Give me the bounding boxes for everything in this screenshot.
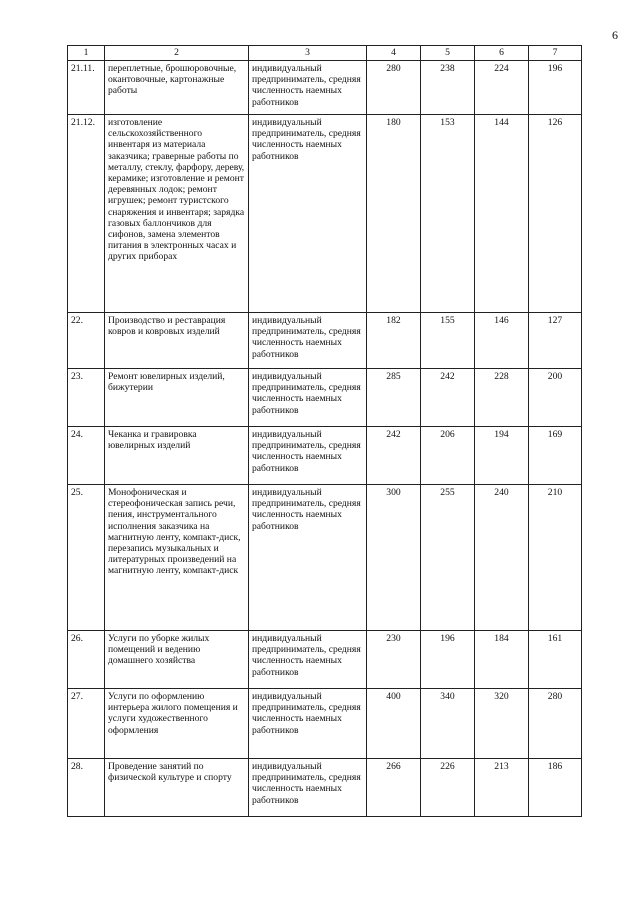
table-row <box>68 427 582 485</box>
table-row <box>68 631 582 689</box>
value-cell: 228 <box>475 369 529 427</box>
row-number: 21.11. <box>68 61 105 115</box>
row-number: 24. <box>68 427 105 485</box>
value-cell: 144 <box>475 115 529 313</box>
service-name: изготовление сельскохозяйственного инвентаря из материала заказчика; граверные работы по металлу, стеклу, фарфору, дереву, керамике; изготовление и ремонт деревянных лодок; ремонт игрушек; ремонт туристского снаряжения и инвентаря; зарядка газовых баллончиков для сифонов, замена элементов питания в электронных часах и других приборах <box>105 115 249 313</box>
value-cell: 224 <box>475 61 529 115</box>
value-cell: 210 <box>529 485 582 631</box>
taxpayer-category: индивидуальный предприниматель, средняя численность наемных работников <box>249 369 367 427</box>
header-row <box>68 46 582 61</box>
column-header: 4 <box>367 46 421 61</box>
table-row <box>68 115 582 313</box>
service-name: Чеканка и гравировка ювелирных изделий <box>105 427 249 485</box>
rates-table <box>67 45 582 817</box>
value-cell: 230 <box>367 631 421 689</box>
value-cell: 196 <box>529 61 582 115</box>
column-header: 1 <box>68 46 105 61</box>
value-cell: 242 <box>367 427 421 485</box>
service-name: Ремонт ювелирных изделий, бижутерии <box>105 369 249 427</box>
column-header: 2 <box>105 46 249 61</box>
row-number: 26. <box>68 631 105 689</box>
value-cell: 194 <box>475 427 529 485</box>
value-cell: 182 <box>367 313 421 369</box>
value-cell: 200 <box>529 369 582 427</box>
value-cell: 340 <box>421 689 475 759</box>
taxpayer-category: индивидуальный предприниматель, средняя численность наемных работников <box>249 427 367 485</box>
column-header: 3 <box>249 46 367 61</box>
value-cell: 146 <box>475 313 529 369</box>
value-cell: 226 <box>421 759 475 817</box>
value-cell: 169 <box>529 427 582 485</box>
value-cell: 126 <box>529 115 582 313</box>
value-cell: 266 <box>367 759 421 817</box>
row-number: 27. <box>68 689 105 759</box>
taxpayer-category: индивидуальный предприниматель, средняя численность наемных работников <box>249 115 367 313</box>
service-name: переплетные, брошюровочные, окантовочные, картонажные работы <box>105 61 249 115</box>
page-number: 6 <box>612 28 618 42</box>
value-cell: 184 <box>475 631 529 689</box>
column-header: 7 <box>529 46 582 61</box>
table-row <box>68 689 582 759</box>
value-cell: 242 <box>421 369 475 427</box>
value-cell: 240 <box>475 485 529 631</box>
table-row <box>68 759 582 817</box>
service-name: Услуги по оформлению интерьера жилого помещения и услуги художественного оформления <box>105 689 249 759</box>
value-cell: 161 <box>529 631 582 689</box>
table-row <box>68 369 582 427</box>
value-cell: 280 <box>529 689 582 759</box>
value-cell: 320 <box>475 689 529 759</box>
table-row <box>68 61 582 115</box>
column-header: 6 <box>475 46 529 61</box>
value-cell: 186 <box>529 759 582 817</box>
value-cell: 238 <box>421 61 475 115</box>
value-cell: 196 <box>421 631 475 689</box>
value-cell: 213 <box>475 759 529 817</box>
row-number: 25. <box>68 485 105 631</box>
taxpayer-category: индивидуальный предприниматель, средняя численность наемных работников <box>249 759 367 817</box>
table-row <box>68 313 582 369</box>
service-name: Монофоническая и стереофоническая запись речи, пения, инструментального исполнения заказчика на магнитную ленту, компакт-диск, перезапись музыкальных и литературных произведений на магнитную ленту, компакт-диск <box>105 485 249 631</box>
table-row <box>68 485 582 631</box>
row-number: 23. <box>68 369 105 427</box>
row-number: 22. <box>68 313 105 369</box>
column-header: 5 <box>421 46 475 61</box>
taxpayer-category: индивидуальный предприниматель, средняя численность наемных работников <box>249 631 367 689</box>
value-cell: 127 <box>529 313 582 369</box>
taxpayer-category: индивидуальный предприниматель, средняя численность наемных работников <box>249 313 367 369</box>
row-number: 28. <box>68 759 105 817</box>
taxpayer-category: индивидуальный предприниматель, средняя численность наемных работников <box>249 61 367 115</box>
value-cell: 400 <box>367 689 421 759</box>
value-cell: 285 <box>367 369 421 427</box>
value-cell: 300 <box>367 485 421 631</box>
service-name: Проведение занятий по физической культуре и спорту <box>105 759 249 817</box>
service-name: Услуги по уборке жилых помещений и ведению домашнего хозяйства <box>105 631 249 689</box>
value-cell: 180 <box>367 115 421 313</box>
value-cell: 155 <box>421 313 475 369</box>
service-name: Производство и реставрация ковров и ковровых изделий <box>105 313 249 369</box>
taxpayer-category: индивидуальный предприниматель, средняя численность наемных работников <box>249 485 367 631</box>
value-cell: 153 <box>421 115 475 313</box>
value-cell: 255 <box>421 485 475 631</box>
value-cell: 280 <box>367 61 421 115</box>
taxpayer-category: индивидуальный предприниматель, средняя численность наемных работников <box>249 689 367 759</box>
row-number: 21.12. <box>68 115 105 313</box>
value-cell: 206 <box>421 427 475 485</box>
